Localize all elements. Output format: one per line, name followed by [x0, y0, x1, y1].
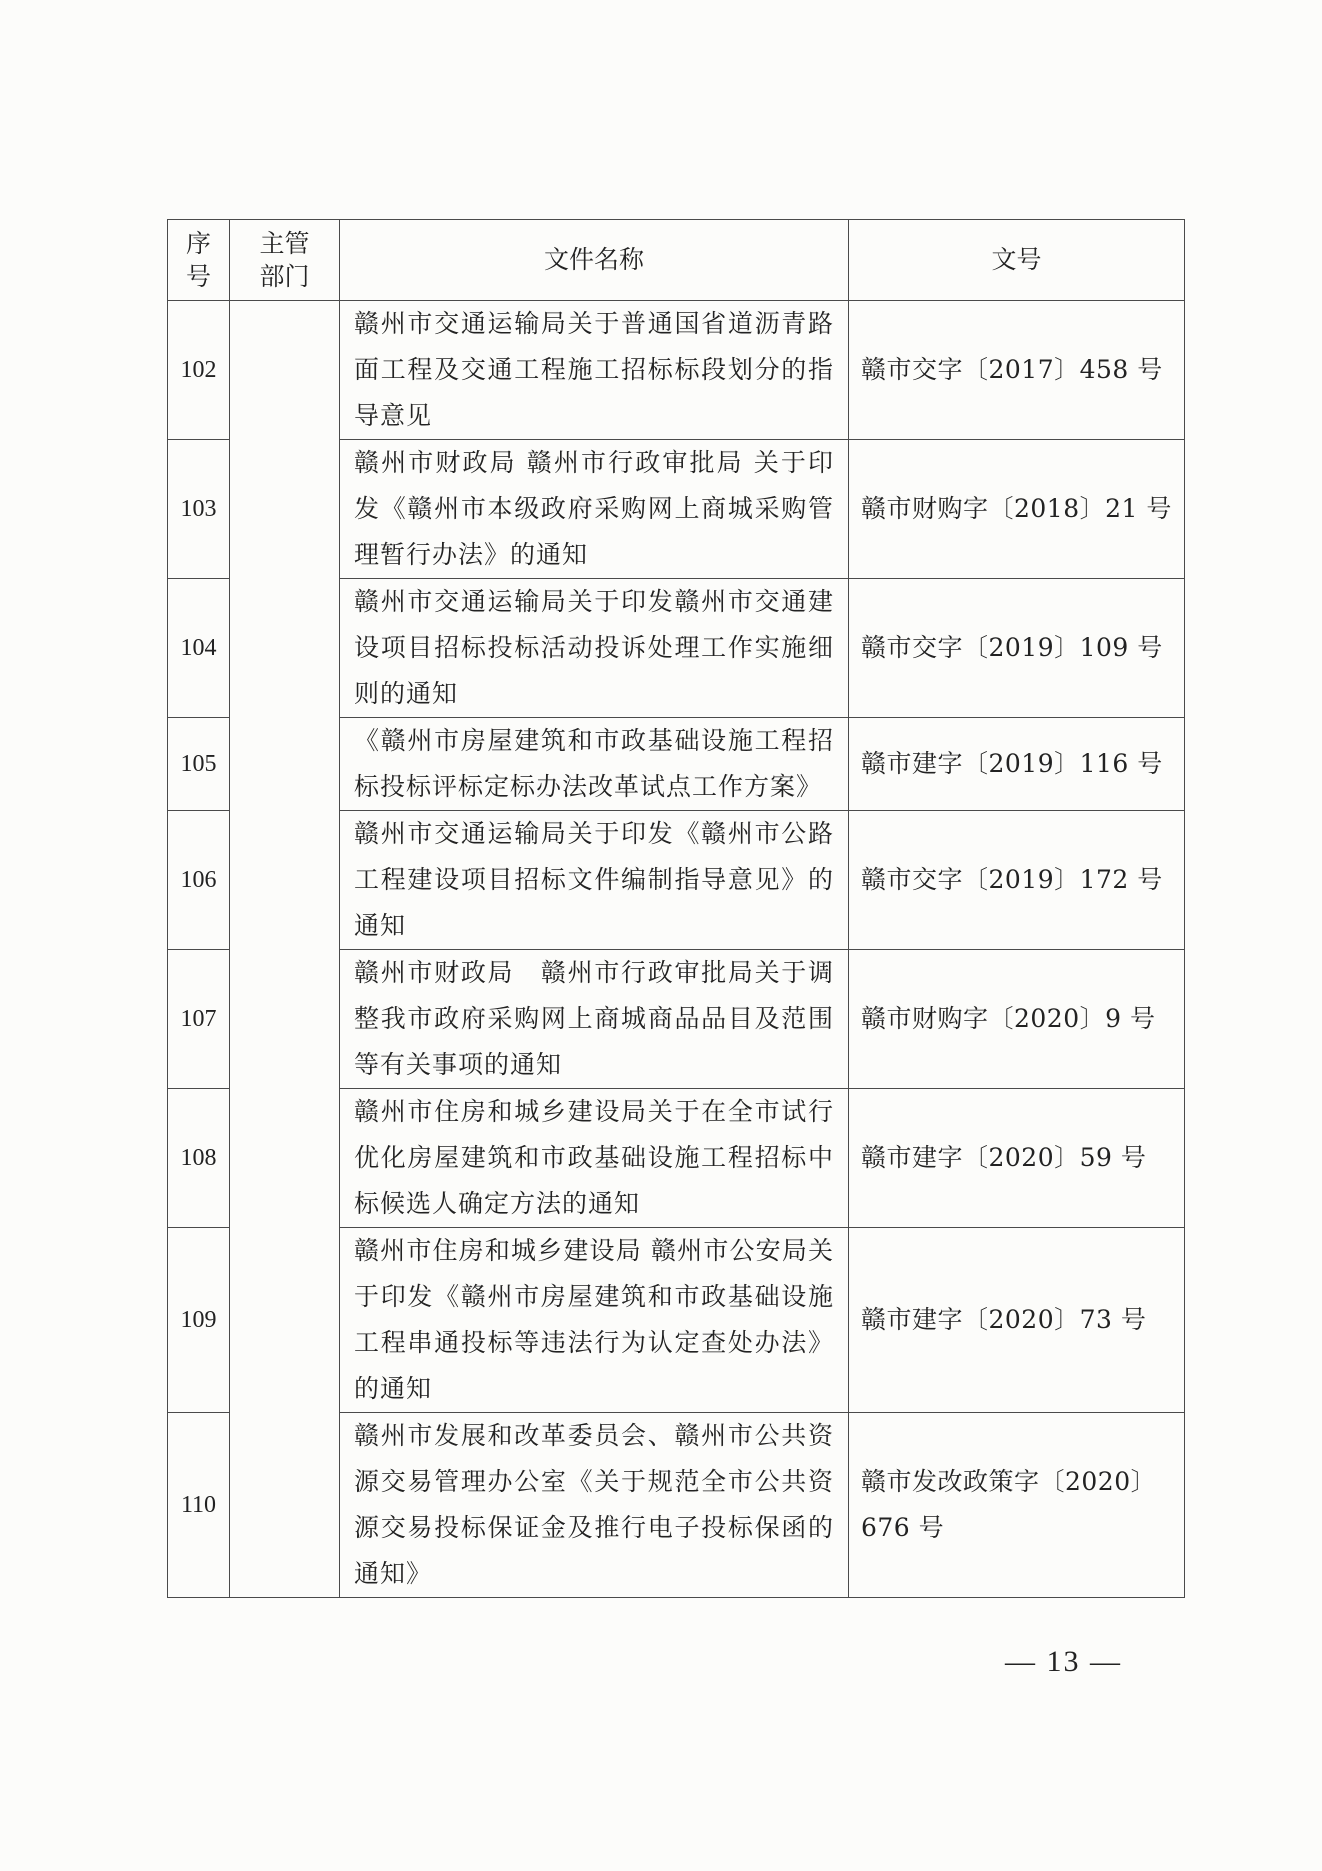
row-doc-name: 《赣州市房屋建筑和市政基础设施工程招标投标评标定标办法改革试点工作方案》: [340, 718, 849, 811]
header-dept: [230, 220, 340, 301]
header-dept-line1: 主管: [259, 229, 310, 258]
row-doc-name: 赣州市交通运输局关于印发赣州市交通建设项目招标投标活动投诉处理工作实施细则的通知: [340, 579, 849, 718]
row-seq: 110: [168, 1413, 230, 1598]
dept-merged-cell: [230, 301, 340, 1598]
page-number: — 13 —: [1005, 1645, 1122, 1678]
row-doc-name: 赣州市住房和城乡建设局关于在全市试行优化房屋建筑和市政基础设施工程招标中标候选人确定方法的通知: [340, 1089, 849, 1228]
table-row: [168, 301, 1185, 440]
row-seq: 102: [168, 301, 230, 440]
row-seq: 107: [168, 950, 230, 1089]
row-doc-code: 赣市建字〔2020〕59 号: [849, 1089, 1185, 1228]
row-doc-code: 赣市财购字〔2018〕21 号: [849, 440, 1185, 579]
row-doc-code: 赣市财购字〔2020〕9 号: [849, 950, 1185, 1089]
row-doc-name: 赣州市交通运输局关于印发《赣州市公路工程建设项目招标文件编制指导意见》的通知: [340, 811, 849, 950]
header-name: 文件名称: [340, 220, 849, 301]
row-seq: 106: [168, 811, 230, 950]
row-doc-code: 赣市发改政策字〔2020〕676 号: [849, 1413, 1185, 1598]
header-seq-line1: 序: [185, 229, 211, 258]
row-doc-name: 赣州市财政局 赣州市行政审批局关于调整我市政府采购网上商城商品品目及范围等有关事项的通知: [340, 950, 849, 1089]
header-dept-line2: 部门: [259, 262, 310, 291]
row-doc-code: 赣市交字〔2019〕109 号: [849, 579, 1185, 718]
row-doc-code: 赣市建字〔2019〕116 号: [849, 718, 1185, 811]
header-seq: [168, 220, 230, 301]
header-code: 文号: [849, 220, 1185, 301]
row-doc-name: 赣州市住房和城乡建设局 赣州市公安局关于印发《赣州市房屋建筑和市政基础设施工程串通投标等违法行为认定查处办法》的通知: [340, 1228, 849, 1413]
row-seq: 104: [168, 579, 230, 718]
documents-table: [167, 219, 1185, 1598]
row-doc-code: 赣市交字〔2019〕172 号: [849, 811, 1185, 950]
row-doc-code: 赣市建字〔2020〕73 号: [849, 1228, 1185, 1413]
row-seq: 109: [168, 1228, 230, 1413]
table-header-row: [168, 220, 1185, 301]
row-seq: 105: [168, 718, 230, 811]
row-seq: 108: [168, 1089, 230, 1228]
row-doc-name: 赣州市财政局 赣州市行政审批局 关于印发《赣州市本级政府采购网上商城采购管理暂行办法》的通知: [340, 440, 849, 579]
row-seq: 103: [168, 440, 230, 579]
row-doc-name: 赣州市发展和改革委员会、赣州市公共资源交易管理办公室《关于规范全市公共资源交易投标保证金及推行电子投标保函的通知》: [340, 1413, 849, 1598]
row-doc-code: 赣市交字〔2017〕458 号: [849, 301, 1185, 440]
row-doc-name: 赣州市交通运输局关于普通国省道沥青路面工程及交通工程施工招标标段划分的指导意见: [340, 301, 849, 440]
header-seq-line2: 号: [185, 262, 211, 291]
